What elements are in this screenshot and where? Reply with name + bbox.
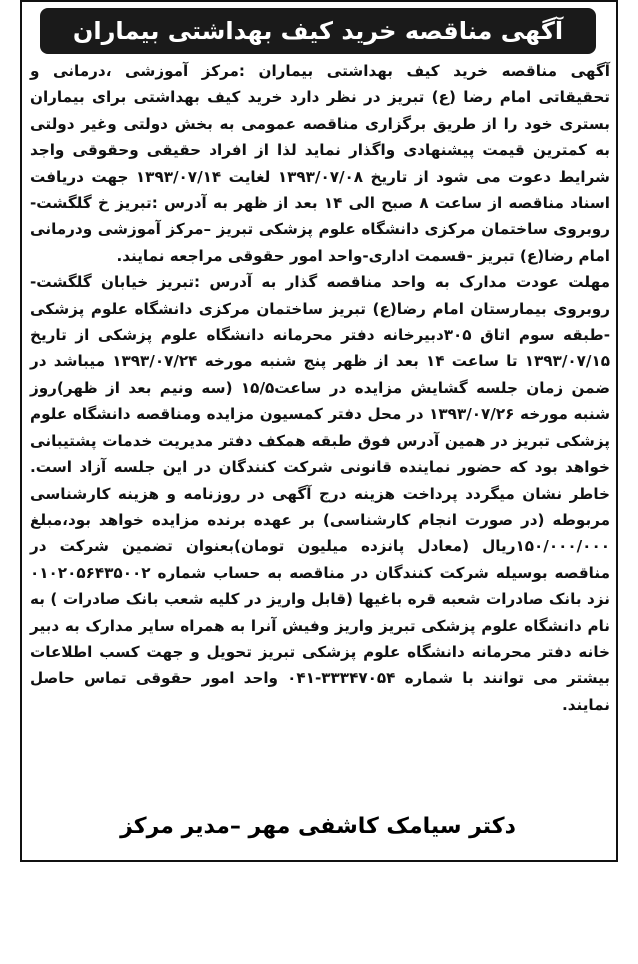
- notice-signature: دکتر سیامک کاشفی مهر –مدیر مرکز: [120, 814, 516, 839]
- notice-title: آگهی مناقصه خرید کیف بهداشتی بیماران: [72, 17, 564, 45]
- notice-paragraph-submission-details: مهلت عودت مدارک به واحد مناقصه گذار به آدرس :تبریز خیابان گلگشت- روبروی بیمارستان امام رضا(ع) تبریز ساختمان مرکزی دانشگاه علوم پزشکی -طبقه سوم اتاق ۳۰۵دبیرخانه دفتر محرمانه دانشگاه علوم پزشکی از تاریخ ۱۳۹۳/۰۷/۱۵ تا ساعت ۱۴ بعد از ظهر پنج شنبه مورخه ۱۳۹۳/۰۷/۲۴ میباشد در ضمن زمان جلسه گشایش مزایده در ساعت۱۵/۵ (سه ونیم بعد از ظهر)روز شنبه مورخه ۱۳۹۳/۰۷/۲۶ در محل دفتر کمسیون مزایده ومناقصه دانشگاه علوم پزشکی تبریز در همین آدرس فوق طبقه همکف دفتر مدیریت خدمات پشتیبانی خواهد بود که حضور نماینده قانونی شرکت کنندگان در این جلسه آزاد است. خاطر نشان میگردد پرداخت هزینه درج آگهی در روزنامه و هزینه کارشناسی مربوطه (در صورت انجام کارشناسی) بر عهده برنده مزایده خواهد بود،مبلغ ۱۵۰/۰۰۰/۰۰۰ریال (معادل پانزده میلیون تومان)بعنوان تضمین شرکت در مناقصه بوسیله شرکت کنندگان در مناقصه به حساب شماره ۰۱۰۲۰۵۶۴۳۵۰۰۲ نزد بانک صادرات شعبه قره باغیها (قابل واریز در کلیه شعب بانک صادرات ) به نام دانشگاه علوم پزشکی تبریز واریز وفیش آنرا به همراه سایر مدارک به دبیر خانه دفتر محرمانه دانشگاه علوم پزشکی تبریز تحویل و جهت کسب اطلاعات بیشتر می توانند با شماره ۳۳۳۴۷۰۵۴-۰۴۱ واحد امور حقوقی تماس حاصل نمایند.: [30, 273, 611, 714]
- notice-paragraph-tender-documents: آگهی مناقصه خرید کیف بهداشتی بیماران :مرکز آموزشی ،درمانی و تحقیقاتی امام رضا (ع) تبریز در نظر دارد خرید کیف بهداشتی برای بیماران بستری خود را از طریق برگزاری مناقصه عمومی به بخش دولتی وغیر دولتی به کمترین قیمت پیشنهادی واگذار نماید لذا از افراد حقیقی وحقوقی واجد شرایط دعوت می شود از تاریخ ۱۳۹۳/۰۷/۰۸ لغایت ۱۳۹۳/۰۷/۱۴ جهت دریافت اسناد مناقصه از ساعت ۸ صبح الی ۱۴ بعد از ظهر به آدرس :تبریز خ گلگشت-روبروی ساختمان مرکزی دانشگاه علوم پزشکی تبریز –مرکز آموزشی ودرمانی امام رضا(ع) تبریز -قسمت اداری-واحد امور حقوقی مراجعه نمایند.: [30, 62, 610, 265]
- notice-title-bar: [40, 8, 596, 54]
- notice-body: [30, 58, 610, 718]
